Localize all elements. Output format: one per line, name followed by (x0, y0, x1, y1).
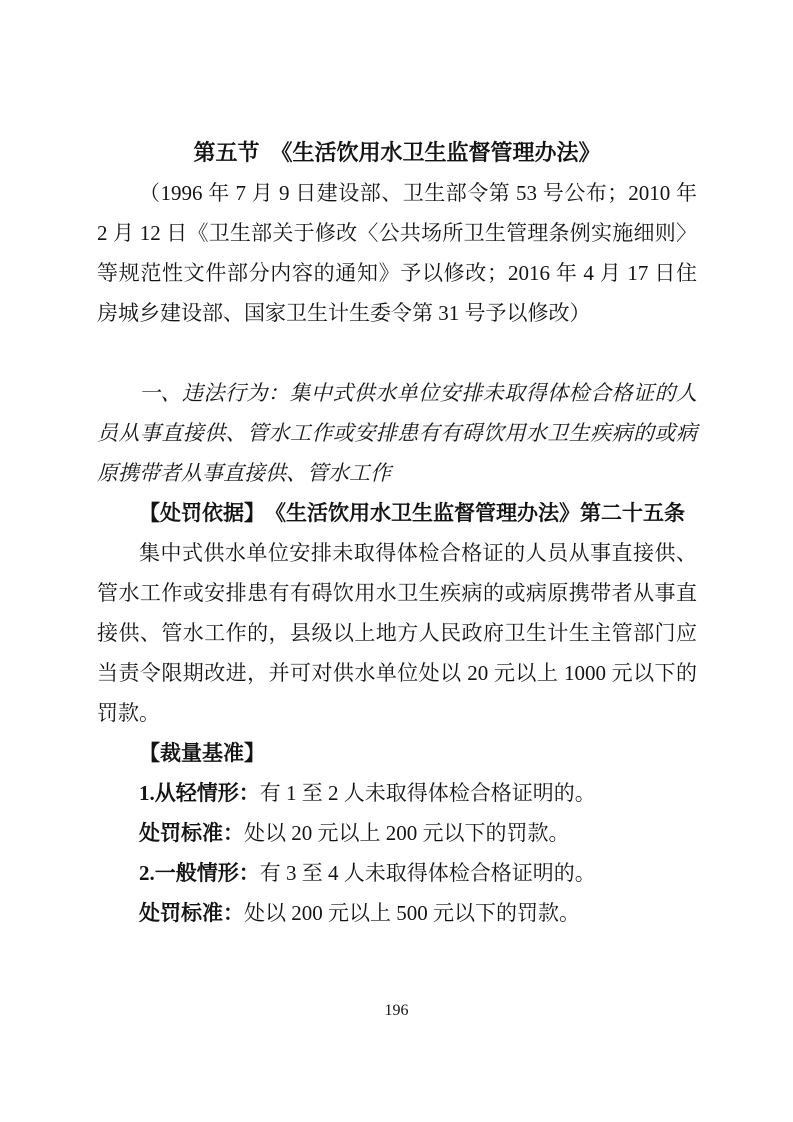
page-content (97, 133, 697, 933)
discretion-item (97, 813, 697, 853)
discretion-heading: 【裁量基准】 (139, 741, 265, 765)
item-label-general: 2.一般情形： (139, 861, 260, 885)
section-title: 第五节 《生活饮用水卫生监督管理办法》 (193, 140, 601, 165)
page-number: 196 (384, 1002, 409, 1019)
item-text-general: 有 3 至 4 人未取得体检合格证明的。 (259, 861, 596, 885)
penalty-basis-heading: 【处罚依据】 《生活饮用水卫生监督管理办法》第二十五条 (139, 501, 685, 525)
discretion-item (97, 893, 697, 933)
item-text-penalty-standard-1: 处以 20 元以上 200 元以下的罚款。 (244, 821, 570, 845)
item-label-lenient: 1.从轻情形： (139, 781, 260, 805)
promulgation-note: （1996 年 7 月 9 日建设部、卫生部令第 53 号公布；2010 年 2 月 12 日《卫生部关于修改〈公共场所卫生管理条例实施细则〉等规范性文件部分内容的通知》予以修改；2016 年 4 月 17 日住房城乡建设部、国家卫生计生委令第 31 号予以修改） (97, 181, 697, 325)
item-label-penalty-standard-1: 处罚标准： (139, 821, 244, 845)
item-text-lenient: 有 1 至 2 人未取得体检合格证明的。 (259, 781, 596, 805)
item-text-penalty-standard-2: 处以 200 元以上 500 元以下的罚款。 (244, 901, 580, 925)
violation-paragraph: 一、违法行为：集中式供水单位安排未取得体检合格证的人员从事直接供、管水工作或安排患有有碍饮用水卫生疾病的或病原携带者从事直接供、管水工作 (97, 381, 697, 485)
discretion-item (97, 773, 697, 813)
discretion-item (97, 853, 697, 893)
item-label-penalty-standard-2: 处罚标准： (139, 901, 244, 925)
penalty-basis-body: 集中式供水单位安排未取得体检合格证的人员从事直接供、管水工作或安排患有有碍饮用水卫生疾病的或病原携带者从事直接供、管水工作的，县级以上地方人民政府卫生计生主管部门应当责令限期改进，并可对供水单位处以 20 元以上 1000 元以下的罚款。 (97, 541, 697, 725)
